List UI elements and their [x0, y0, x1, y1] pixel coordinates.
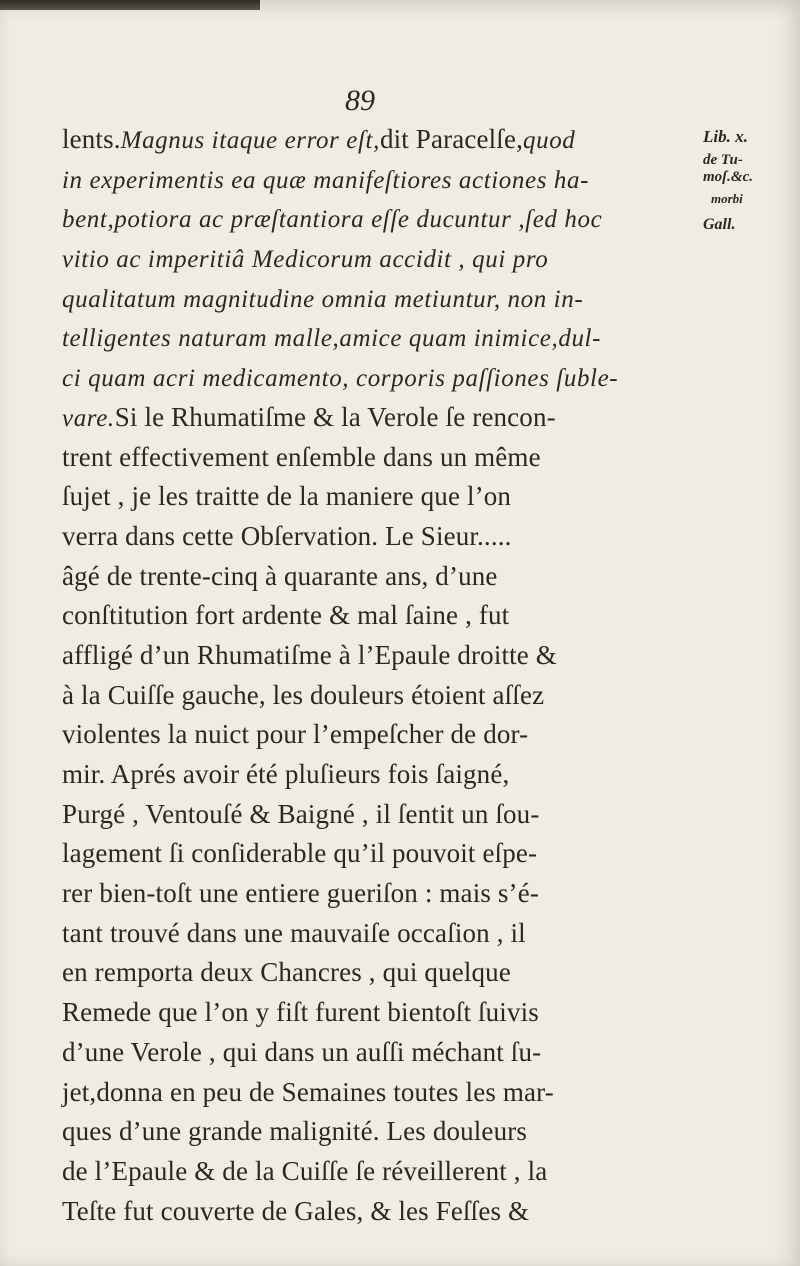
french-text: violentes la nuict pour l’empeſcher de dor- [62, 719, 529, 750]
french-text: en remporta deux Chancres , qui quelque [62, 957, 511, 988]
french-text: ſujet , je les traitte de la maniere que l’on [62, 481, 512, 512]
french-text: d’une Verole , qui dans un auſſi méchant ſu- [62, 1036, 542, 1067]
margin-note-line: morbi [711, 191, 743, 206]
text-line [62, 477, 690, 517]
french-text: Teſte fut couverte de Gales, & les Feſſes & [62, 1195, 530, 1226]
text-line [62, 953, 690, 993]
margin-note-line: Lib. x. [703, 127, 748, 146]
french-text: affligé d’un Rhumatiſme à l’Epaule droitte & [62, 639, 557, 670]
french-text: Remede que l’on y fiſt furent bientoſt ſuivis [62, 997, 539, 1028]
french-text: de l’Epaule & de la Cuiſſe ſe réveillerent , la [62, 1155, 548, 1186]
text-line [62, 874, 690, 914]
text-line [62, 834, 690, 874]
text-line [62, 239, 690, 279]
text-line [62, 1033, 690, 1073]
latin-quotation: vare. [62, 404, 115, 432]
french-text: rer bien-toſt une entiere gueriſon : mais s’é- [62, 878, 539, 909]
latin-quotation: telligentes naturam malle,amice quam inimice,dul- [62, 325, 602, 353]
french-text: dit Paracelſe, [379, 124, 523, 154]
margin-note-line: de Tu- [703, 152, 743, 168]
text-line [62, 358, 690, 398]
french-text: ques d’une grande malignité. Les douleurs [62, 1116, 528, 1147]
text-line [62, 1073, 690, 1113]
french-text: à la Cuiſſe gauche, les douleurs étoient aſſez [62, 679, 545, 710]
french-text: mir. Aprés avoir été pluſieurs fois ſaigné, [62, 759, 510, 789]
text-line [62, 715, 690, 755]
text-line [62, 517, 690, 557]
text-line [62, 1192, 690, 1232]
text-line [62, 160, 690, 200]
text-line [62, 438, 690, 478]
french-text: âgé de trente-cinq à quarante ans, d’une [62, 560, 498, 591]
margin-note-line: Gall. [703, 216, 736, 233]
text-line [62, 120, 690, 160]
latin-quotation: bent,potiora ac præſtantiora eſſe ducuntur ,ſed hoc [62, 206, 603, 234]
text-line [62, 755, 690, 795]
french-text: Purgé , Ventouſé & Baigné , il ſentit un ſou- [62, 798, 540, 829]
text-line [62, 636, 690, 676]
french-text: lagement ſi conſiderable qu’il pouvoit eſpe- [62, 838, 538, 869]
page-number: 89 [345, 84, 375, 117]
french-text: lents. [62, 124, 121, 154]
text-line [62, 1112, 690, 1152]
latin-quotation: quod [523, 127, 576, 154]
body-text [62, 120, 690, 1231]
page-top-edge [0, 0, 260, 10]
text-line [62, 795, 690, 835]
margin-note-line: moſ.&c. [703, 169, 753, 185]
text-line [62, 993, 690, 1033]
latin-quotation: qualitatum magnitudine omnia metiuntur, non in- [62, 285, 584, 313]
french-text: Si le Rhumatiſme & la Verole ſe rencon- [114, 401, 556, 432]
text-line [62, 199, 690, 239]
latin-quotation: Magnus itaque error eſt, [120, 127, 380, 154]
margin-note [703, 128, 793, 233]
text-line [62, 596, 690, 636]
french-text: conſtitution fort ardente & mal ſaine , fut [62, 600, 510, 631]
french-text: trent effectivement enſemble dans un même [62, 441, 541, 472]
text-line [62, 557, 690, 597]
text-line [62, 676, 690, 716]
text-line [62, 1152, 690, 1192]
text-line [62, 318, 690, 358]
latin-quotation: ci quam acri medicamento, corporis paſſiones ſuble- [62, 365, 619, 393]
latin-quotation: vitio ac imperitiâ Medicorum accidit , qui pro [62, 246, 549, 274]
text-line [62, 398, 690, 438]
text-line [62, 914, 690, 954]
text-line [62, 279, 690, 319]
french-text: tant trouvé dans une mauvaiſe occaſion , il [62, 917, 526, 948]
french-text: jet,donna en peu de Semaines toutes les mar- [62, 1076, 554, 1107]
latin-quotation: in experimentis ea quæ manifeſtiores actiones ha- [62, 166, 589, 194]
french-text: verra dans cette Obſervation. Le Sieur..... [62, 520, 512, 551]
